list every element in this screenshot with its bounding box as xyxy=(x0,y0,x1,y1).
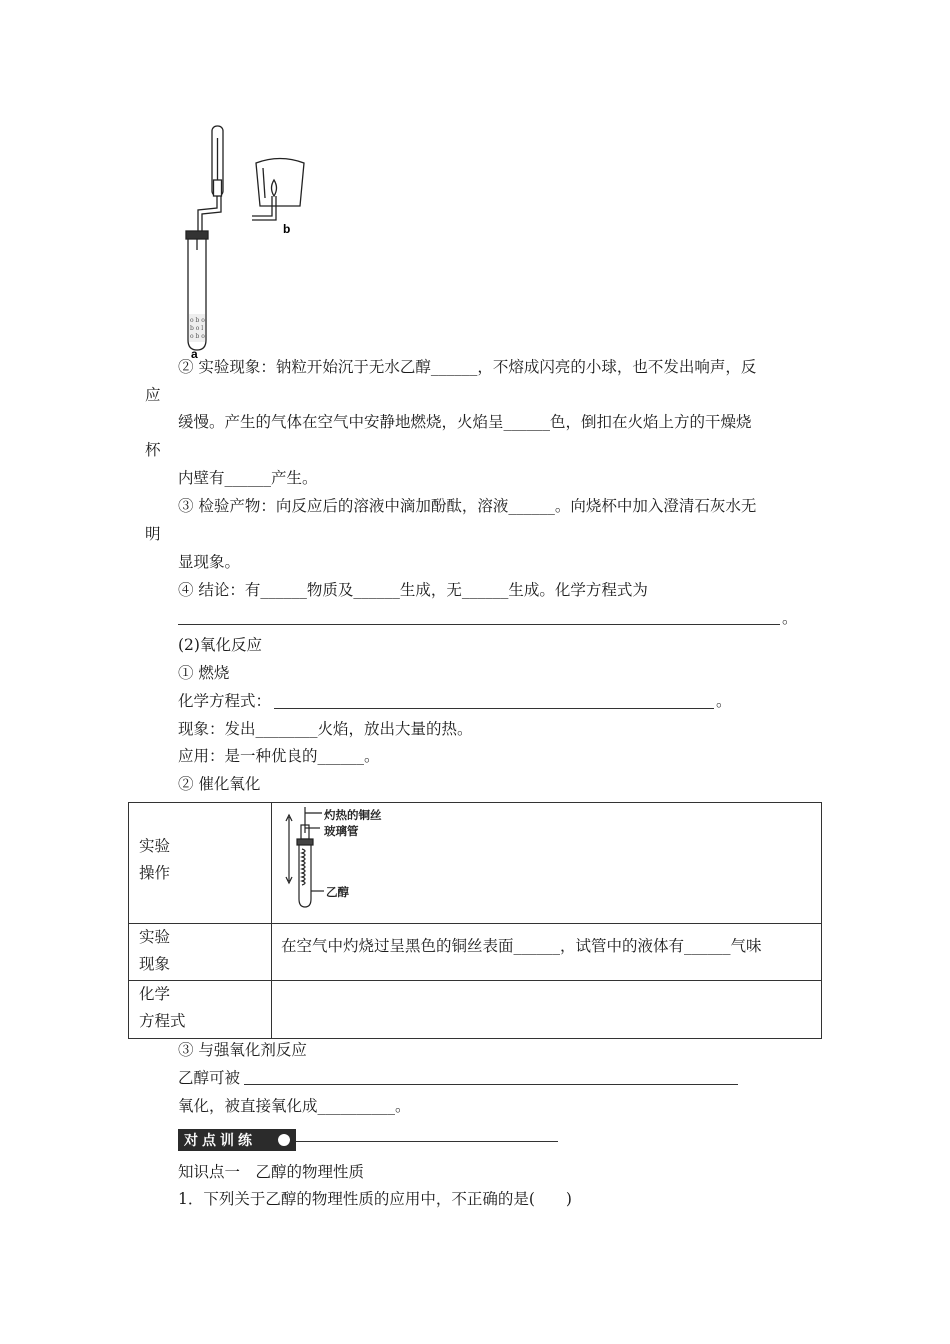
test-line-2: 显现象。 xyxy=(178,553,241,571)
training-banner xyxy=(178,1129,296,1151)
table-label-line: 实验 xyxy=(139,928,171,946)
combustion-equation-end: 。 xyxy=(716,692,732,710)
conclusion-line-1: ④ 结论：有______物质及______生成，无______生成。化学方程式为 xyxy=(178,581,648,599)
table-row-operation xyxy=(129,803,822,924)
phenomenon-line-1-wrap: 应 xyxy=(145,386,161,404)
table-label-line: 方程式 xyxy=(139,1012,186,1030)
svg-text:b o l: b o l xyxy=(190,325,204,332)
combustion-equation-blank xyxy=(274,708,714,709)
copper-wire-apparatus-figure xyxy=(280,803,440,921)
table-label-line: 实验 xyxy=(139,837,171,855)
banner-rule xyxy=(296,1141,558,1142)
table-label-equation xyxy=(129,981,272,1039)
combustion-application: 应用：是一种优良的______。 xyxy=(178,747,380,765)
label-hot-copper-wire: 灼热的铜丝 xyxy=(324,808,382,822)
combustion-phenomenon: 现象：发出________火焰，放出大量的热。 xyxy=(178,720,473,738)
phenomenon-line-2-wrap: 杯 xyxy=(145,441,161,459)
conclusion-blank xyxy=(178,624,780,625)
sodium-ethanol-apparatus-figure xyxy=(168,118,328,358)
table-label-line: 化学 xyxy=(139,985,171,1003)
label-glass-tube: 玻璃管 xyxy=(324,824,359,838)
phenomenon-line-3: 内壁有______产生。 xyxy=(178,469,318,487)
table-row-phenomenon xyxy=(129,924,822,981)
table-cell-equation xyxy=(272,981,822,1039)
catalytic-heading: ② 催化氧化 xyxy=(178,775,261,793)
svg-text:o b o: o b o xyxy=(190,333,205,340)
label-ethanol: 乙醇 xyxy=(326,885,349,899)
strong-oxidizer-line-1: 乙醇可被 xyxy=(178,1069,241,1087)
combustion-equation-label: 化学方程式： xyxy=(178,692,272,710)
phenomenon-line-1: ② 实验现象：钠粒开始沉于无水乙醇______，不熔成闪亮的小球，也不发出响声，反 xyxy=(178,358,757,376)
table-label-phenomenon xyxy=(129,924,272,981)
svg-text:o b o: o b o xyxy=(190,317,205,324)
figure-label-a: a xyxy=(191,347,198,358)
strong-oxidizer-heading: ③ 与强氧化剂反应 xyxy=(178,1041,307,1059)
table-row-equation xyxy=(129,981,822,1039)
strong-oxidizer-blank xyxy=(244,1084,738,1085)
table-cell-phenomenon: 在空气中灼烧过呈黑色的铜丝表面______，试管中的液体有______气味 xyxy=(272,924,822,981)
knowledge-point-heading: 知识点一 乙醇的物理性质 xyxy=(178,1163,365,1181)
oxidation-title: (2)氧化反应 xyxy=(178,636,262,654)
table-label-line: 现象 xyxy=(139,955,171,973)
conclusion-end: 。 xyxy=(782,609,798,627)
combustion-heading: ① 燃烧 xyxy=(178,664,230,682)
catalytic-oxidation-table xyxy=(128,802,822,1039)
table-label-operation xyxy=(129,803,272,924)
training-banner-text: 对点训练 xyxy=(184,1132,256,1148)
banner-dot-icon xyxy=(278,1134,290,1146)
table-cell-apparatus xyxy=(272,803,822,924)
phenomenon-line-2: 缓慢。产生的气体在空气中安静地燃烧，火焰呈______色，倒扣在火焰上方的干燥烧 xyxy=(178,413,752,431)
test-line-1-wrap: 明 xyxy=(145,525,161,543)
test-line-1: ③ 检验产物：向反应后的溶液中滴加酚酞，溶液______。向烧杯中加入澄清石灰水无 xyxy=(178,497,757,515)
question-1: 1．下列关于乙醇的物理性质的应用中，不正确的是( ) xyxy=(178,1190,572,1208)
figure-label-b: b xyxy=(283,222,291,236)
strong-oxidizer-line-2: 氧化，被直接氧化成__________。 xyxy=(178,1097,411,1115)
table-label-line: 操作 xyxy=(139,864,171,882)
